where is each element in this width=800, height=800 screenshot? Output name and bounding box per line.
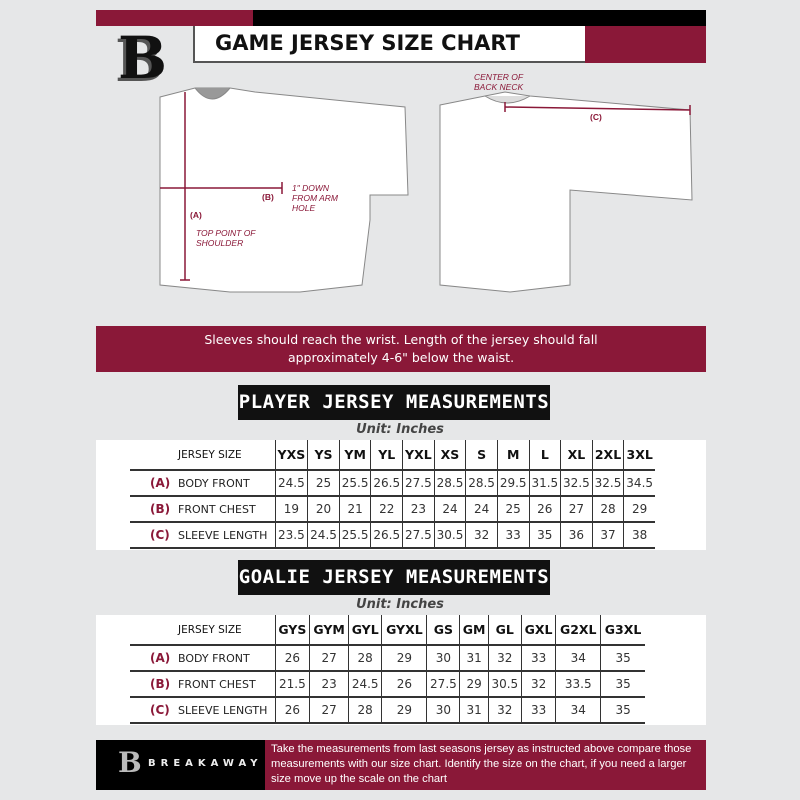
- table-cell: 37: [592, 522, 624, 548]
- table-cell: 28: [348, 697, 381, 723]
- table-cell: 33: [521, 645, 555, 671]
- table-cell: 20: [308, 496, 340, 522]
- table-cell: 26: [382, 671, 427, 697]
- table-cell: 27: [561, 496, 593, 522]
- table-cell: 30.5: [488, 671, 521, 697]
- size-header: GL: [488, 615, 521, 645]
- size-header: GXL: [521, 615, 555, 645]
- row-label: [130, 645, 275, 671]
- table-cell: 38: [624, 522, 655, 548]
- table-cell: 28.5: [434, 470, 466, 496]
- table-cell: 23: [403, 496, 435, 522]
- fit-text: Sleeves should reach the wrist. Length of the jersey should fall approximately 4-6" below the waist.: [204, 332, 598, 365]
- size-header: 2XL: [592, 440, 624, 470]
- table-cell: 34: [556, 645, 601, 671]
- size-header: GM: [460, 615, 488, 645]
- table-cell: 34.5: [624, 470, 655, 496]
- row-label: [130, 671, 275, 697]
- table-cell: 23: [310, 671, 349, 697]
- table-cell: 19: [275, 496, 308, 522]
- footer-brand: [96, 740, 265, 790]
- footer-logo: B: [118, 746, 142, 779]
- size-header: L: [529, 440, 561, 470]
- size-header: GYS: [275, 615, 310, 645]
- table-cell: 24: [466, 496, 498, 522]
- size-header: 3XL: [624, 440, 655, 470]
- table-cell: 35: [601, 671, 645, 697]
- table-cell: 30.5: [434, 522, 466, 548]
- row-code: (B): [150, 502, 171, 516]
- size-header: S: [466, 440, 498, 470]
- table-cell: 35: [529, 522, 561, 548]
- table-cell: 25: [308, 470, 340, 496]
- size-header: YS: [308, 440, 340, 470]
- table-row: [130, 697, 645, 723]
- table-cell: 29: [624, 496, 655, 522]
- table-cell: 27.5: [427, 671, 460, 697]
- table-row: [130, 645, 645, 671]
- table-cell: 24.5: [308, 522, 340, 548]
- table-cell: 26.5: [371, 522, 403, 548]
- row-label: [130, 522, 275, 548]
- top-accent-black: [253, 10, 706, 26]
- table-cell: 31: [460, 697, 488, 723]
- table-cell: 22: [371, 496, 403, 522]
- table-cell: 32.5: [592, 470, 624, 496]
- table-cell: 29: [460, 671, 488, 697]
- row-name: FRONT CHEST: [178, 503, 256, 516]
- brand-name: BREAKAWAY: [148, 758, 263, 769]
- table-cell: 25: [497, 496, 529, 522]
- table-cell: 33: [521, 697, 555, 723]
- table-row: [130, 671, 645, 697]
- table-cell: 34: [556, 697, 601, 723]
- table-cell: 24.5: [348, 671, 381, 697]
- table-cell: 35: [601, 645, 645, 671]
- row-label: [130, 496, 275, 522]
- table-cell: 30: [427, 645, 460, 671]
- size-label: JERSEY SIZE: [130, 615, 275, 645]
- size-header: G3XL: [601, 615, 645, 645]
- row-label: [130, 470, 275, 496]
- table-cell: 21.5: [275, 671, 310, 697]
- c-label: (C): [590, 112, 602, 122]
- size-header: XL: [561, 440, 593, 470]
- size-header: M: [497, 440, 529, 470]
- table-cell: 25.5: [339, 522, 371, 548]
- title-accent: [585, 26, 706, 63]
- table-cell: 26: [529, 496, 561, 522]
- table-cell: 26: [275, 697, 310, 723]
- row-code: (B): [150, 677, 171, 691]
- table-row: [130, 496, 655, 522]
- table-cell: 26.5: [371, 470, 403, 496]
- table-cell: 31: [460, 645, 488, 671]
- size-header: GYXL: [382, 615, 427, 645]
- row-label: [130, 697, 275, 723]
- table-cell: 35: [601, 697, 645, 723]
- player-unit: Unit: Inches: [356, 422, 444, 437]
- table-cell: 25.5: [339, 470, 371, 496]
- header-row: [130, 440, 655, 470]
- table-cell: 33: [497, 522, 529, 548]
- row-name: SLEEVE LENGTH: [178, 704, 268, 717]
- size-header: YL: [371, 440, 403, 470]
- center-back-neck-note: CENTER OF BACK NECK: [474, 72, 524, 92]
- table-cell: 33.5: [556, 671, 601, 697]
- table-cell: 26: [275, 645, 310, 671]
- table-cell: 32: [521, 671, 555, 697]
- row-name: BODY FRONT: [178, 477, 250, 490]
- player-section-title: PLAYER JERSEY MEASUREMENTS: [238, 385, 550, 420]
- table-cell: 32: [488, 697, 521, 723]
- goalie-section-title: GOALIE JERSEY MEASUREMENTS: [238, 560, 550, 595]
- table-cell: 27.5: [403, 470, 435, 496]
- table-cell: 29: [382, 645, 427, 671]
- one-inch-note: 1" DOWN FROM ARM HOLE: [292, 183, 338, 213]
- table-row: [130, 522, 655, 548]
- table-row: [130, 470, 655, 496]
- table-cell: 32.5: [561, 470, 593, 496]
- row-code: (C): [150, 528, 170, 542]
- table-cell: 32: [488, 645, 521, 671]
- size-header: YXS: [275, 440, 308, 470]
- fit-banner: [96, 326, 706, 372]
- b-label: (B): [262, 192, 274, 202]
- size-header: GYM: [310, 615, 349, 645]
- size-header: G2XL: [556, 615, 601, 645]
- table-cell: 23.5: [275, 522, 308, 548]
- table-cell: 28: [348, 645, 381, 671]
- row-name: BODY FRONT: [178, 652, 250, 665]
- size-header: YXL: [403, 440, 435, 470]
- table-cell: 28.5: [466, 470, 498, 496]
- table-cell: 28: [592, 496, 624, 522]
- page-title: GAME JERSEY SIZE CHART: [193, 26, 585, 63]
- goalie-size-table: [130, 615, 645, 724]
- table-cell: 27.5: [403, 522, 435, 548]
- size-label: JERSEY SIZE: [130, 440, 275, 470]
- table-cell: 21: [339, 496, 371, 522]
- table-cell: 24: [434, 496, 466, 522]
- goalie-unit: Unit: Inches: [356, 597, 444, 612]
- table-cell: 32: [466, 522, 498, 548]
- player-size-table: [130, 440, 655, 549]
- table-cell: 24.5: [275, 470, 308, 496]
- row-code: (A): [150, 476, 171, 490]
- table-cell: 30: [427, 697, 460, 723]
- table-cell: 27: [310, 697, 349, 723]
- footer-instructions: Take the measurements from last seasons jersey as instructed above compare those measurements with our size chart. Identify the size on the chart, if you need a larger size move up the scale on the chart: [265, 740, 706, 790]
- size-header: GS: [427, 615, 460, 645]
- table-cell: 29: [382, 697, 427, 723]
- row-code: (A): [150, 651, 171, 665]
- a-label: (A): [190, 210, 202, 220]
- top-point-note: TOP POINT OF SHOULDER: [196, 228, 256, 248]
- row-code: (C): [150, 703, 170, 717]
- row-name: SLEEVE LENGTH: [178, 529, 268, 542]
- table-cell: 29.5: [497, 470, 529, 496]
- size-header: YM: [339, 440, 371, 470]
- size-header: XS: [434, 440, 466, 470]
- table-cell: 27: [310, 645, 349, 671]
- logo: B: [118, 24, 168, 92]
- jersey-diagram: [140, 70, 700, 300]
- header-row: [130, 615, 645, 645]
- row-name: FRONT CHEST: [178, 678, 256, 691]
- table-cell: 31.5: [529, 470, 561, 496]
- size-header: GYL: [348, 615, 381, 645]
- table-cell: 36: [561, 522, 593, 548]
